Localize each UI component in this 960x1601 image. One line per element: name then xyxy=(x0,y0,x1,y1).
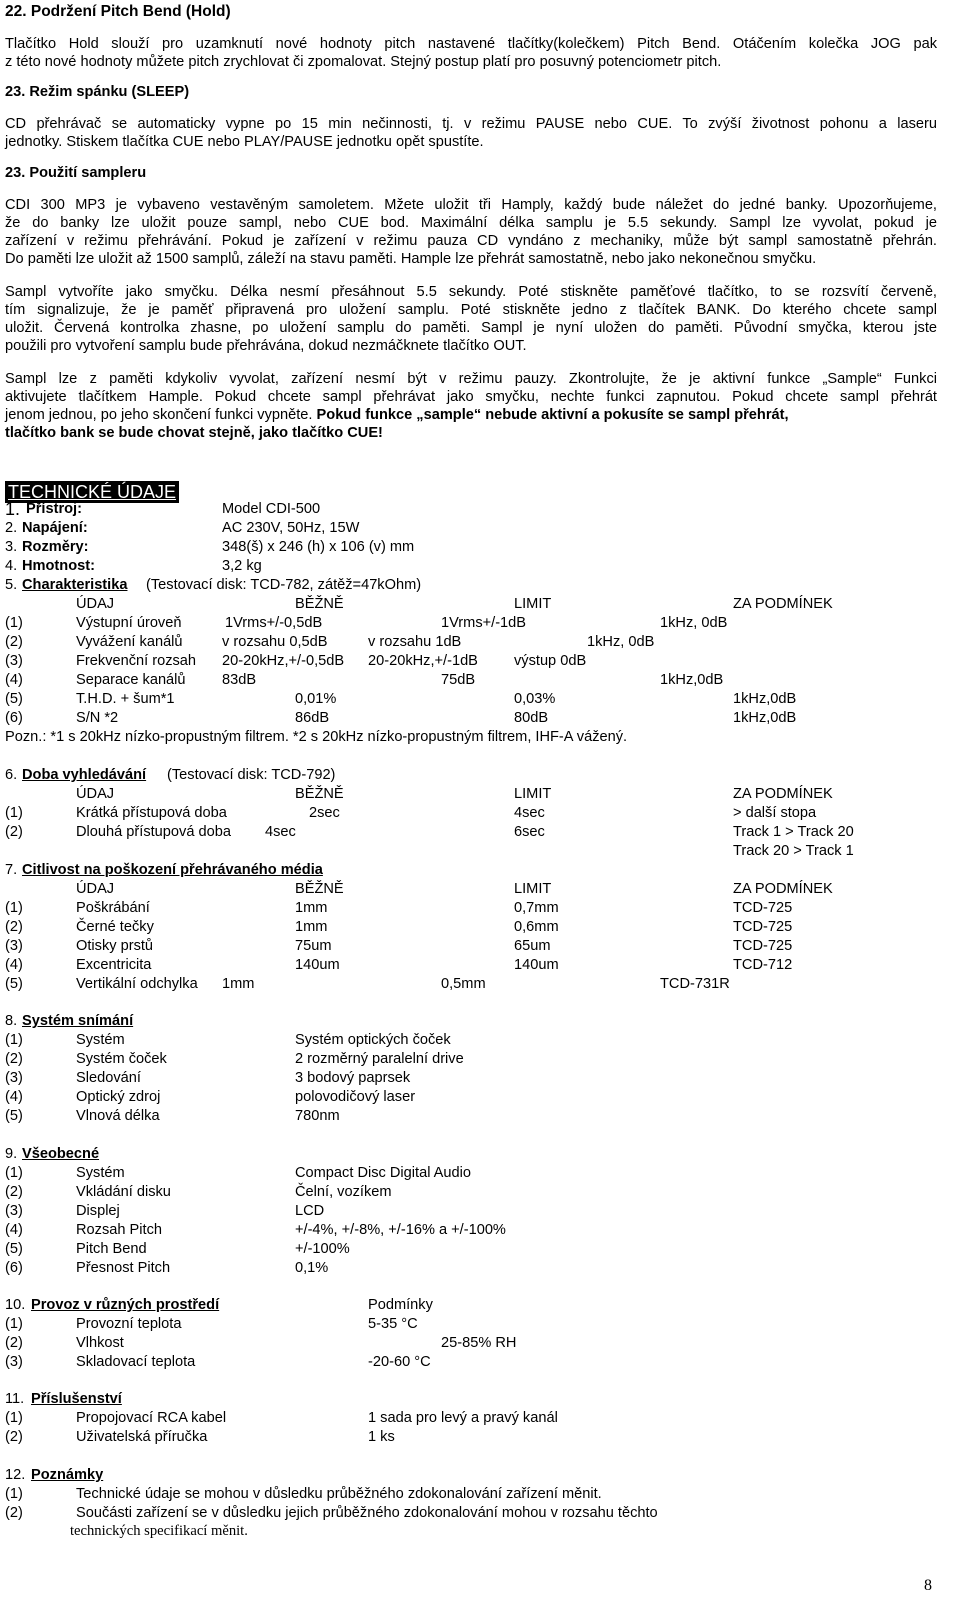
row-index: (2) xyxy=(5,824,23,840)
section-number: 12. xyxy=(5,1467,26,1483)
row-index: (4) xyxy=(5,672,23,688)
section-number: 8. xyxy=(5,1013,18,1029)
row-index: (1) xyxy=(5,1316,23,1332)
section-number: 7. xyxy=(5,862,18,878)
row-normal: 4sec xyxy=(265,824,296,840)
sleep-paragraph-line: CD přehrávač se automaticky vypne po 15 min nečinnosti, tj. v režimu PAUSE nebo CUE. To zvýší životnost pohonu a laseru xyxy=(5,116,937,132)
sampler-paragraph-line: zařízení v režimu přehrávání. Pokud je zařízení v režimu pauza CD vyndáno z mechaniky, může být sampl samostatně přehrán. xyxy=(5,233,937,249)
row-value: Systém optických čoček xyxy=(295,1032,451,1048)
row-index: (1) xyxy=(5,805,23,821)
spec-number: 4. xyxy=(5,558,18,574)
sampler-warning: tlačítko bank se bude chovat stejně, jako tlačítko CUE! xyxy=(5,425,383,441)
row-value: 2 rozměrný paralelní drive xyxy=(295,1051,464,1067)
row-condition: TCD-731R xyxy=(660,976,730,992)
row-value: +/-100% xyxy=(295,1241,350,1257)
row-condition: > další stopa xyxy=(733,805,817,821)
row-limit: 75dB xyxy=(441,672,476,688)
row-label: Uživatelská příručka xyxy=(76,1429,208,1445)
row-index: (2) xyxy=(5,1051,23,1067)
sampler-paragraph-line: použili pro vytvoření samplu bude přehrávána, dokud nezmáčknete tlačítko OUT. xyxy=(5,338,527,354)
row-label: Pitch Bend xyxy=(76,1241,147,1257)
col-head: BĚŽNĚ xyxy=(295,596,344,612)
row-condition: 1kHz,0dB xyxy=(733,691,797,707)
row-condition: TCD-712 xyxy=(733,957,793,973)
row-label: T.H.D. + šum*1 xyxy=(76,691,175,707)
footnote: Pozn.: *1 s 20kHz nízko-propustným filtrem. *2 s 20kHz nízko-propustným filtrem, IHF-A vážený. xyxy=(5,729,628,745)
row-index: (1) xyxy=(5,1032,23,1048)
row-index: (2) xyxy=(5,1505,23,1521)
heading-sleep: 23. Režim spánku (SLEEP) xyxy=(5,84,190,100)
sampler-paragraph-line: Sampl lze z paměti kdykoliv vyvolat, zařízení nesmí být v režimu pauzy. Zkontrolujte, že je aktivní funkce „Sample“ Funkci xyxy=(5,371,937,387)
row-condition: výstup 0dB xyxy=(514,653,587,669)
row-label: Černé tečky xyxy=(76,919,154,935)
row-label: Vlnová délka xyxy=(76,1108,160,1124)
sleep-paragraph-line: jednotky. Stiskem tlačítka CUE nebo PLAY/PAUSE jednotku opět spustíte. xyxy=(5,134,484,150)
row-index: (1) xyxy=(5,1165,23,1181)
section-title: Systém snímání xyxy=(22,1013,134,1029)
row-index: (1) xyxy=(5,900,23,916)
row-limit: 20-20kHz,+/-1dB xyxy=(368,653,478,669)
section-note: (Testovací disk: TCD-792) xyxy=(167,767,336,783)
sampler-paragraph-line: Do paměti lze uložit až 1500 samplů, záleží na stavu paměti. Hample lze přehrát samostatně, nebo jako nekonečnou smyčku. xyxy=(5,251,817,267)
row-limit: 6sec xyxy=(514,824,545,840)
sampler-paragraph-line: tím signalizuje, že je paměť připravená pro uložení samplu. Poté stiskněte jedno z tlačítek BANK. Do kterého chcete sampl xyxy=(5,302,937,318)
row-label: Propojovací RCA kabel xyxy=(76,1410,227,1426)
row-label: Technické údaje se mohou v důsledku průběžného zdokonalování zařízení měnit. xyxy=(76,1486,602,1502)
row-index: (1) xyxy=(5,1410,23,1426)
col-head: LIMIT xyxy=(514,596,552,612)
section-title: Poznámky xyxy=(31,1467,104,1483)
row-index: (5) xyxy=(5,976,23,992)
row-index: (5) xyxy=(5,1241,23,1257)
row-label: Dlouhá přístupová doba xyxy=(76,824,231,840)
row-label: Provozní teplota xyxy=(76,1316,182,1332)
col-head: ÚDAJ xyxy=(76,786,115,802)
row-label: Výstupní úroveň xyxy=(76,615,182,631)
col-head: BĚŽNĚ xyxy=(295,786,344,802)
pitch-paragraph-line: z této nové hodnoty můžete pitch zrychlovat či zpomalovat. Stejný postup platí pro posuvný potenciometr pitch. xyxy=(5,54,722,70)
row-index: (2) xyxy=(5,1184,23,1200)
row-label: Součásti zařízení se v důsledku jejich průběžného zdokonalování mohou v rozsahu těchto xyxy=(76,1505,658,1521)
row-label: Frekvenční rozsah xyxy=(76,653,197,669)
spec-label: Rozměry: xyxy=(22,539,89,555)
row-normal: v rozsahu 0,5dB xyxy=(222,634,328,650)
row-limit: 0,6mm xyxy=(514,919,559,935)
row-value: 780nm xyxy=(295,1108,340,1124)
row-index: (3) xyxy=(5,938,23,954)
tech-title: TECHNICKÉ ÚDAJE xyxy=(5,481,179,503)
row-limit: 4sec xyxy=(514,805,545,821)
row-value: 5-35 °C xyxy=(368,1316,418,1332)
row-value: Čelní, vozíkem xyxy=(295,1184,392,1200)
col-head: BĚŽNĚ xyxy=(295,881,344,897)
spec-value: 348(š) x 246 (h) x 106 (v) mm xyxy=(222,539,415,555)
row-value: LCD xyxy=(295,1203,325,1219)
row-index: (6) xyxy=(5,1260,23,1276)
row-normal: 1mm xyxy=(295,900,328,916)
sampler-paragraph-line: aktivujete tlačítkem Hample. Pokud chcete sampl přehrávat jako smyčku, nechte funkci zapnutou. Pokud chcete sampl přehrát xyxy=(5,389,937,405)
page-number: 8 xyxy=(924,1577,932,1594)
row-label: Vlhkost xyxy=(76,1335,124,1351)
row-normal: 2sec xyxy=(309,805,340,821)
row-label: Optický zdroj xyxy=(76,1089,161,1105)
row-value: +/-4%, +/-8%, +/-16% a +/-100% xyxy=(295,1222,506,1238)
row-value: 1 sada pro levý a pravý kanál xyxy=(368,1410,558,1426)
sampler-paragraph-line xyxy=(5,406,789,424)
row-normal: 83dB xyxy=(222,672,257,688)
row-label: Sledování xyxy=(76,1070,141,1086)
spec-value: 3,2 kg xyxy=(222,558,262,574)
row-condition: TCD-725 xyxy=(733,919,793,935)
sampler-warning: Pokud funkce „sample“ nebude aktivní a pokusíte se sampl přehrát, xyxy=(316,407,789,423)
row-normal: 1mm xyxy=(295,919,328,935)
spec-value: Model CDI-500 xyxy=(222,501,321,517)
row-condition: 1kHz,0dB xyxy=(733,710,797,726)
col-head: LIMIT xyxy=(514,786,552,802)
section-note: (Testovací disk: TCD-782, zátěž=47kOhm) xyxy=(146,577,422,593)
row-condition: TCD-725 xyxy=(733,900,793,916)
col-head: ÚDAJ xyxy=(76,596,115,612)
row-limit: 0,7mm xyxy=(514,900,559,916)
spec-number: 2. xyxy=(5,520,18,536)
spec-label: Přístroj: xyxy=(26,501,82,517)
row-label: Skladovací teplota xyxy=(76,1354,196,1370)
heading-sampler: 23. Použití sampleru xyxy=(5,165,147,181)
row-label: Separace kanálů xyxy=(76,672,186,688)
row-limit: 140um xyxy=(514,957,559,973)
col-head: ÚDAJ xyxy=(76,881,115,897)
row-label: Systém čoček xyxy=(76,1051,167,1067)
row-index: (4) xyxy=(5,957,23,973)
pitch-paragraph-line: Tlačítko Hold slouží pro uzamknutí nové hodnoty pitch nastavené tlačítky(kolečkem) Pitch Bend. Otáčením kolečka JOG pak xyxy=(5,36,937,52)
row-condition: Track 20 > Track 1 xyxy=(733,843,854,859)
row-index: (1) xyxy=(5,1486,23,1502)
row-value: 0,1% xyxy=(295,1260,329,1276)
row-value: 25-85% RH xyxy=(441,1335,517,1351)
sampler-paragraph-line: Sampl vytvoříte jako smyčku. Délka nesmí přesáhnout 5.5 sekundy. Poté stiskněte paměťové tlačítko, to se rozsvítí červeně, xyxy=(5,284,937,300)
section-title: Citlivost na poškození přehrávaného média xyxy=(22,862,323,878)
row-condition: TCD-725 xyxy=(733,938,793,954)
row-limit: 1Vrms+/-1dB xyxy=(441,615,527,631)
row-limit: 65um xyxy=(514,938,551,954)
row-value: 3 bodový paprsek xyxy=(295,1070,411,1086)
row-normal: 75um xyxy=(295,938,332,954)
section-title: Provoz v různých prostředí xyxy=(31,1297,220,1313)
sampler-paragraph-line: CDI 300 MP3 je vybaveno vestavěným samoletem. Mžete uložit tři Hamply, každý bude náležet do jedné banky. Upozorňujeme, xyxy=(5,197,937,213)
section-title: Všeobecné xyxy=(22,1146,100,1162)
row-label: Vkládání disku xyxy=(76,1184,171,1200)
heading-pitch-hold: 22. Podržení Pitch Bend (Hold) xyxy=(5,3,231,20)
section-note: Podmínky xyxy=(368,1297,433,1313)
row-index: (2) xyxy=(5,1335,23,1351)
row-label: Krátká přístupová doba xyxy=(76,805,227,821)
row-normal: 0,01% xyxy=(295,691,337,707)
sampler-paragraph-line: že do banky lze uložit pouze sampl, nebo CUE bod. Maximální délka samplu je 5.5 sekundy. Sampl lze vyvolat, pokud je xyxy=(5,215,937,231)
col-head: LIMIT xyxy=(514,881,552,897)
row-label: Rozsah Pitch xyxy=(76,1222,162,1238)
row-label: S/N *2 xyxy=(76,710,119,726)
row-index: (2) xyxy=(5,1429,23,1445)
row-index: (3) xyxy=(5,1203,23,1219)
row-normal: 86dB xyxy=(295,710,330,726)
row-limit: 80dB xyxy=(514,710,549,726)
sampler-text: jenom jednou, po jeho skončení funkci vypněte. xyxy=(5,407,313,423)
row-label: Excentricita xyxy=(76,957,152,973)
row-condition: 1kHz, 0dB xyxy=(587,634,655,650)
row-condition: 1kHz, 0dB xyxy=(660,615,728,631)
row-limit: v rozsahu 1dB xyxy=(368,634,462,650)
row-index: (4) xyxy=(5,1089,23,1105)
spec-label: Hmotnost: xyxy=(22,558,95,574)
row-label: Poškrábání xyxy=(76,900,150,916)
section-number: 10. xyxy=(5,1297,26,1313)
row-limit: 0,5mm xyxy=(441,976,486,992)
row-label: technických specifikací měnit. xyxy=(70,1523,248,1539)
section-number: 9. xyxy=(5,1146,18,1162)
row-condition: Track 1 > Track 20 xyxy=(733,824,854,840)
row-value: Compact Disc Digital Audio xyxy=(295,1165,472,1181)
row-label: Vyvážení kanálů xyxy=(76,634,183,650)
col-head: ZA PODMÍNEK xyxy=(733,596,833,612)
row-label: Systém xyxy=(76,1165,125,1181)
row-index: (6) xyxy=(5,710,23,726)
section-number: 6. xyxy=(5,767,18,783)
section-title: Příslušenství xyxy=(31,1391,122,1407)
col-head: ZA PODMÍNEK xyxy=(733,881,833,897)
row-index: (5) xyxy=(5,1108,23,1124)
row-index: (3) xyxy=(5,1070,23,1086)
row-normal: 140um xyxy=(295,957,340,973)
sampler-paragraph-line: uložit. Červená kontrolka zhasne, po uložení samplu do paměti. Sampl je nyní uložen do paměti. Původní smyčka, kterou jste xyxy=(5,320,937,336)
row-index: (4) xyxy=(5,1222,23,1238)
row-value: polovodičový laser xyxy=(295,1089,416,1105)
spec-label: Napájení: xyxy=(22,520,88,536)
row-value: 1 ks xyxy=(368,1429,395,1445)
section-number: 5. xyxy=(5,577,18,593)
row-limit: 0,03% xyxy=(514,691,556,707)
section-title: Charakteristika xyxy=(22,577,128,593)
row-label: Systém xyxy=(76,1032,125,1048)
row-condition: 1kHz,0dB xyxy=(660,672,724,688)
row-label: Vertikální odchylka xyxy=(76,976,198,992)
row-normal: 1Vrms+/-0,5dB xyxy=(225,615,323,631)
spec-number: 1. xyxy=(5,499,21,519)
row-index: (3) xyxy=(5,1354,23,1370)
row-label: Přesnost Pitch xyxy=(76,1260,171,1276)
row-normal: 20-20kHz,+/-0,5dB xyxy=(222,653,345,669)
spec-value: AC 230V, 50Hz, 15W xyxy=(222,520,360,536)
row-label: Otisky prstů xyxy=(76,938,154,954)
row-index: (5) xyxy=(5,691,23,707)
spec-number: 3. xyxy=(5,539,18,555)
row-index: (2) xyxy=(5,919,23,935)
col-head: ZA PODMÍNEK xyxy=(733,786,833,802)
section-title: Doba vyhledávání xyxy=(22,767,147,783)
row-index: (2) xyxy=(5,634,23,650)
row-index: (1) xyxy=(5,615,23,631)
row-index: (3) xyxy=(5,653,23,669)
row-normal: 1mm xyxy=(222,976,255,992)
section-number: 11. xyxy=(5,1391,25,1407)
row-label: Displej xyxy=(76,1203,120,1219)
row-value: -20-60 °C xyxy=(368,1354,431,1370)
